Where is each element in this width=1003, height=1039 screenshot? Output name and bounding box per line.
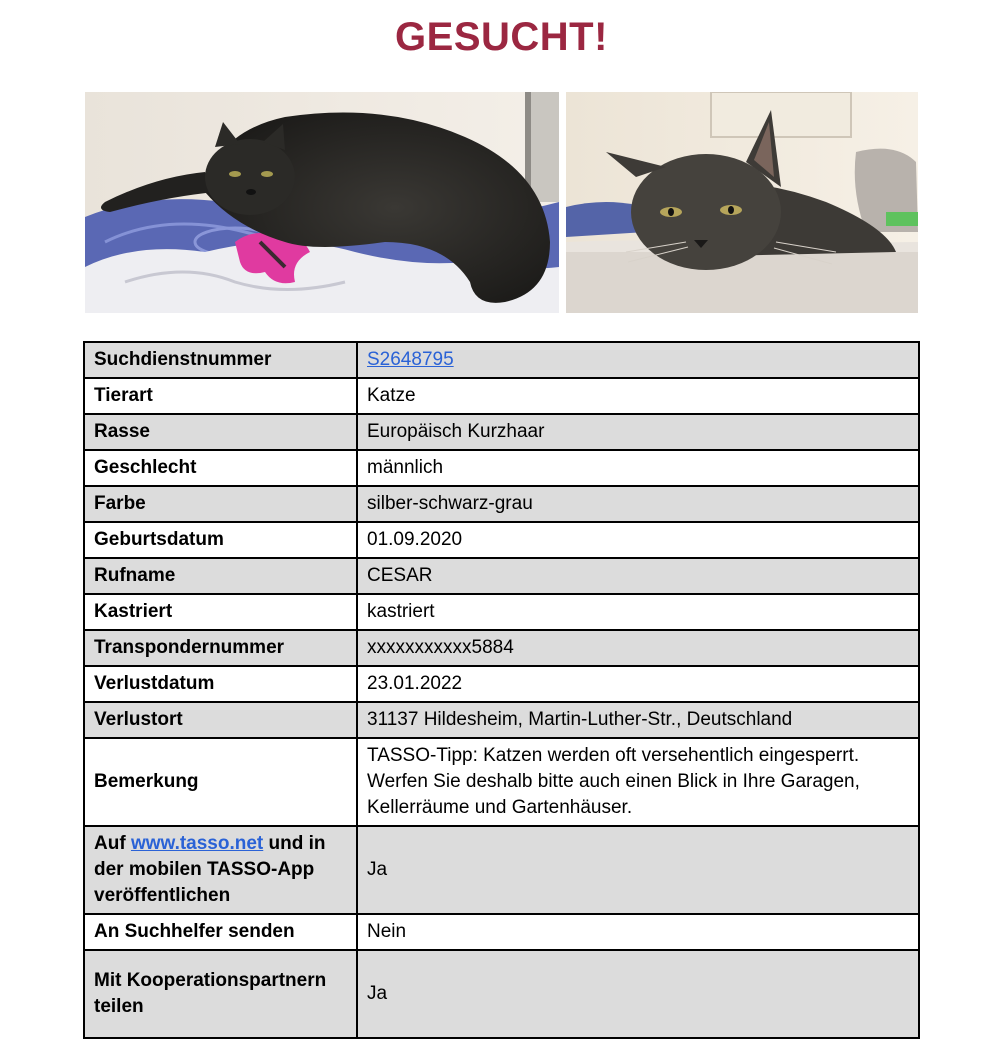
row-verlustort [84, 702, 919, 738]
label-farbe: Farbe [84, 486, 357, 522]
row-bemerkung [84, 738, 919, 826]
value-verlustort: 31137 Hildesheim, Martin-Luther-Str., Deutschland [357, 702, 919, 738]
page-title: GESUCHT! [395, 15, 608, 59]
label-kooperation: Mit Kooperationspartnern teilen [84, 950, 357, 1038]
row-kooperation [84, 950, 919, 1038]
cat-photo-closeup [566, 92, 918, 313]
row-geburtsdatum [84, 522, 919, 558]
search-number-link[interactable]: S2648795 [367, 349, 454, 370]
label-kastriert: Kastriert [84, 594, 357, 630]
label-bemerkung: Bemerkung [84, 738, 357, 826]
label-geschlecht: Geschlecht [84, 450, 357, 486]
label-veroeffentlichen [84, 826, 357, 914]
label-veroeffentlichen-prefix: Auf [94, 833, 126, 854]
value-kastriert: kastriert [357, 594, 919, 630]
label-rufname: Rufname [84, 558, 357, 594]
value-rasse: Europäisch Kurzhaar [357, 414, 919, 450]
value-transpondernummer: xxxxxxxxxxx5884 [357, 630, 919, 666]
row-geschlecht [84, 450, 919, 486]
label-geburtsdatum: Geburtsdatum [84, 522, 357, 558]
row-veroeffentlichen [84, 826, 919, 914]
label-verlustdatum: Verlustdatum [84, 666, 357, 702]
label-tierart: Tierart [84, 378, 357, 414]
value-suchhelfer: Nein [357, 914, 919, 950]
label-transpondernummer: Transpondernummer [84, 630, 357, 666]
label-suchhelfer: An Suchhelfer senden [84, 914, 357, 950]
label-rasse: Rasse [84, 414, 357, 450]
value-verlustdatum: 23.01.2022 [357, 666, 919, 702]
row-farbe [84, 486, 919, 522]
value-tierart: Katze [357, 378, 919, 414]
row-transpondernummer [84, 630, 919, 666]
value-kooperation: Ja [357, 950, 919, 1038]
row-kastriert [84, 594, 919, 630]
row-suchhelfer [84, 914, 919, 950]
lost-pet-info-table [83, 341, 920, 1039]
value-farbe: silber-schwarz-grau [357, 486, 919, 522]
row-verlustdatum [84, 666, 919, 702]
row-suchdienstnummer [84, 342, 919, 378]
label-veroeffentlichen-suffix: und in der mobilen TASSO-App veröffentlichen [94, 833, 326, 906]
cat-photo-lying-on-bed [85, 92, 559, 313]
row-rasse [84, 414, 919, 450]
value-geburtsdatum: 01.09.2020 [357, 522, 919, 558]
value-bemerkung: TASSO-Tipp: Katzen werden oft versehentlich eingesperrt. Werfen Sie deshalb bitte auch einen Blick in Ihre Garagen, Kellerräume und Gartenhäuser. [357, 738, 919, 826]
label-verlustort: Verlustort [84, 702, 357, 738]
label-suchdienstnummer: Suchdienstnummer [84, 342, 357, 378]
value-rufname: CESAR [357, 558, 919, 594]
row-rufname [84, 558, 919, 594]
row-tierart [84, 378, 919, 414]
value-suchdienstnummer [357, 342, 919, 378]
value-geschlecht: männlich [357, 450, 919, 486]
tasso-website-link[interactable]: www.tasso.net [130, 833, 264, 854]
value-veroeffentlichen: Ja [357, 826, 919, 914]
